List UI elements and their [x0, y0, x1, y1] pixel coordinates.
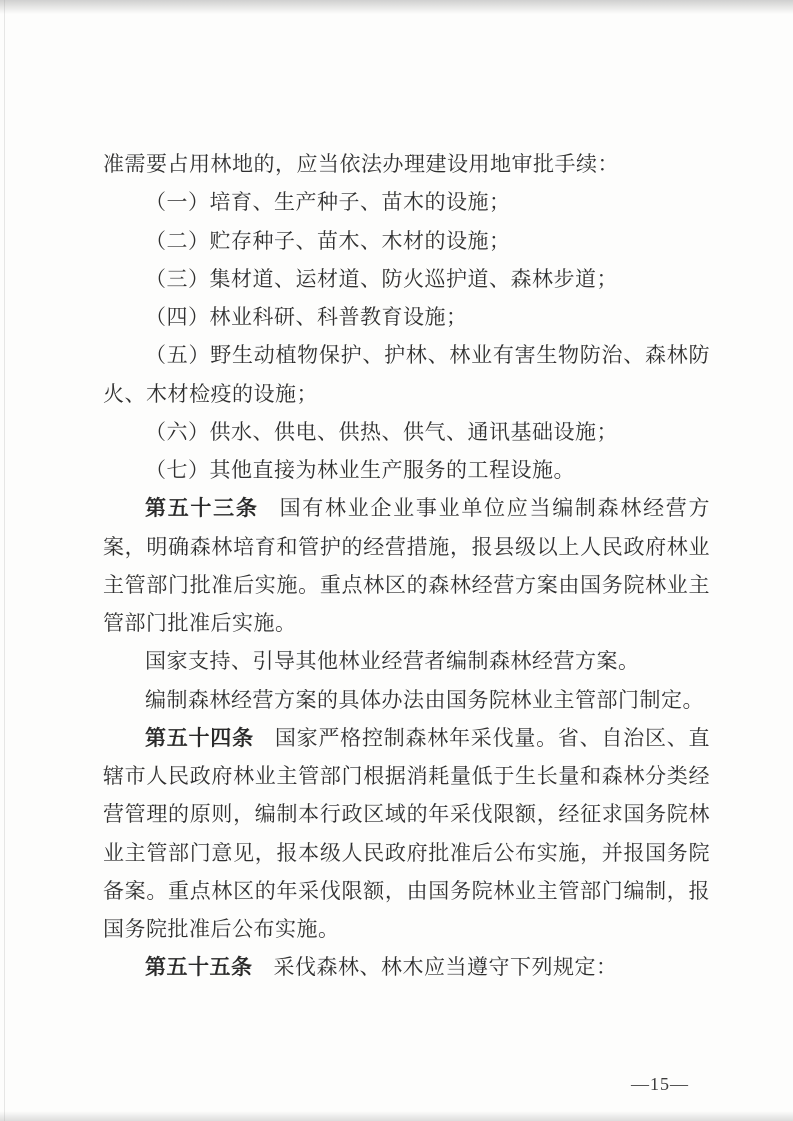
scan-artifact-left-edge [4, 0, 5, 1121]
list-item-6: （六）供水、供电、供热、供气、通讯基础设施； [145, 419, 618, 444]
list-item-3: （三）集材道、运材道、防火巡护道、森林步道； [145, 266, 618, 291]
article-54-number: 第五十四条 [145, 725, 254, 750]
document-body [103, 145, 710, 987]
article-55-number: 第五十五条 [145, 955, 253, 980]
article-53-paragraph [103, 489, 710, 642]
scan-artifact-bottom-edge [0, 1111, 793, 1121]
list-item-2: （二）贮存种子、苗木、木材的设施； [145, 228, 511, 253]
article-55-text: 采伐森林、林木应当遵守下列规定： [273, 955, 618, 980]
article-53-text: 国有林业企业事业单位应当编制森林经营方案，明确森林培育和管护的经营措施，报县级以上人民政府林业主管部门批准后实施。重点林区的森林经营方案由国务院林业主管部门批准后实施。 [103, 496, 711, 635]
list-item-1: （一）培育、生产种子、苗木的设施； [145, 190, 511, 215]
list-item-7: （七）其他直接为林业生产服务的工程设施。 [145, 458, 575, 482]
article-55-paragraph [103, 948, 710, 986]
article-53-number: 第五十三条 [145, 496, 259, 521]
article-53-subparagraph-1: 国家支持、引导其他林业经营者编制森林经营方案。 [145, 649, 640, 674]
list-item-5: （五）野生动植物保护、护林、林业有害生物防治、森林防火、木材检疫的设施； [103, 343, 710, 406]
article-54-text: 国家严格控制森林年采伐量。省、自治区、直辖市人民政府林业主管部门根据消耗量低于生长量和森林分类经营管理的原则，编制本行政区域的年采伐限额，经征求国务院林业主管部门意见，报本级人民政府批准后公布实施，并报国务院备案。重点林区的年采伐限额，由国务院林业主管部门编制，报国务院批准后公布实施。 [103, 725, 711, 941]
scan-artifact-top-edge [0, 0, 793, 14]
article-54-paragraph [103, 719, 710, 949]
article-53-subparagraph-2: 编制森林经营方案的具体办法由国务院林业主管部门制定。 [145, 687, 704, 712]
page-number: —15— [631, 1074, 689, 1094]
list-item-4: （四）林业科研、科普教育设施； [145, 305, 468, 329]
paragraph-continuation: 准需要占用林地的，应当依法办理建设用地审批手续： [103, 152, 619, 176]
